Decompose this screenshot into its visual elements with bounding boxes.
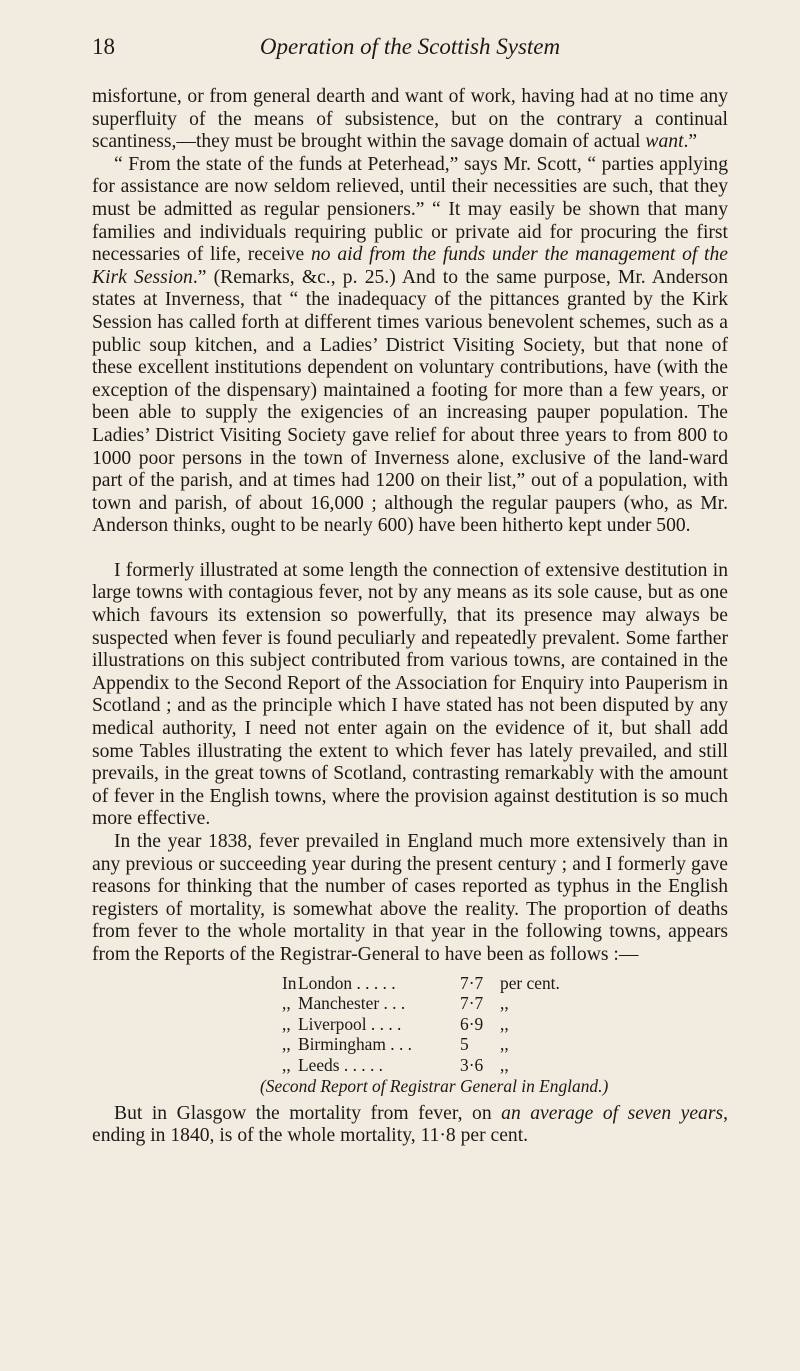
paragraph-2: “ From the state of the funds at Peterhead,” says Mr. Scott, “ parties applying for assistance are now seldom relieved, until their necessities are such, that they must be admitted as regular pensioners.” “ It may easily be shown that many families and individuals requiring public or private aid for procuring the first necessaries of life, receive no aid from the funds under the management of the Kirk Session.” (Remarks, &c., p. 25.) And to the same purpose, Mr. Anderson states at Inverness, that “ the inadequacy of the pittances granted by the Kirk Session has called forth at different times various benevolent schemes, such as a public soup kitchen, and a Ladies’ District Visiting Society, but that none of these excellent institutions dependent on voluntary contributions, have (with the exception of the dispensary) maintained a footing for more than a few years, or been able to supply the exigencies of an increasing pauper population. The Ladies’ District Visiting Society gave relief for about three years to from 800 to 1000 poor persons in the town of Inverness alone, exclusive of the land-ward part of the parish, and at times had 1200 on their list,” out of a population, with town and parish, of about 16,000 ; although the regular paupers (who, as Mr. Anderson thinks, ought to be nearly 600) have been hitherto kept under 500. bbox=[92, 153, 728, 537]
paragraph-4: In the year 1838, fever prevailed in England much more extensively than in any previous or succeeding year during the present century ; and I formerly gave reasons for thinking that the number of cases reported as typhus in the English registers of mortality, is somewhat above the reality. The proportion of deaths from fever to the whole mortality in that year in the following towns, appears from the Reports of the Registrar-General to have been as follows :— bbox=[92, 831, 728, 965]
page-header bbox=[92, 34, 728, 64]
fever-table bbox=[282, 973, 728, 1076]
table-row: In London . . . . . 7·7 per cent. bbox=[282, 972, 560, 993]
page-number: 18 bbox=[92, 34, 115, 59]
body-text bbox=[92, 86, 728, 1148]
table-row: ,, Liverpool . . . . 6·9 ,, bbox=[282, 1013, 509, 1034]
paragraph-1: misfortune, or from general dearth and want of work, having had at no time any superfluity of the means of subsistence, but on the contrary a continual scantiness,—they must be brought within the savage domain of actual want.” bbox=[92, 86, 728, 153]
table-row: ,, Leeds . . . . . 3·6 ,, bbox=[282, 1054, 509, 1075]
paragraph-5: But in Glasgow the mortality from fever, on an average of seven years, ending in 1840, is of the whole mortality, 11·8 per cent. bbox=[92, 1102, 728, 1147]
paragraph-3: I formerly illustrated at some length the connection of extensive destitution in large towns with contagious fever, not by any means as its sole cause, but as one which favours its extension so powerfully, that its presence may always be suspected when fever is found peculiarly and repeatedly prevalent. Some farther illustrations on this subject contributed from various towns, are contained in the Appendix to the Second Report of the Association for Enquiry into Pauperism in Scotland ; and as the principle which I have stated has not been disputed by any medical authority, I need not enter again on the evidence of it, but shall add some Tables illustrating the extent to which fever has lately prevailed, and still prevails, in the great towns of Scotland, contrasting remarkably with the amount of fever in the English towns, where the provision against destitution is so much more effective. bbox=[92, 559, 728, 830]
table-row: ,, Manchester . . . 7·7 ,, bbox=[282, 993, 509, 1014]
running-title: Operation of the Scottish System bbox=[259, 34, 561, 59]
table-source: (Second Report of Registrar General in England.) bbox=[260, 1075, 609, 1096]
table-row: ,, Birmingham . . . 5 ,, bbox=[282, 1034, 509, 1055]
